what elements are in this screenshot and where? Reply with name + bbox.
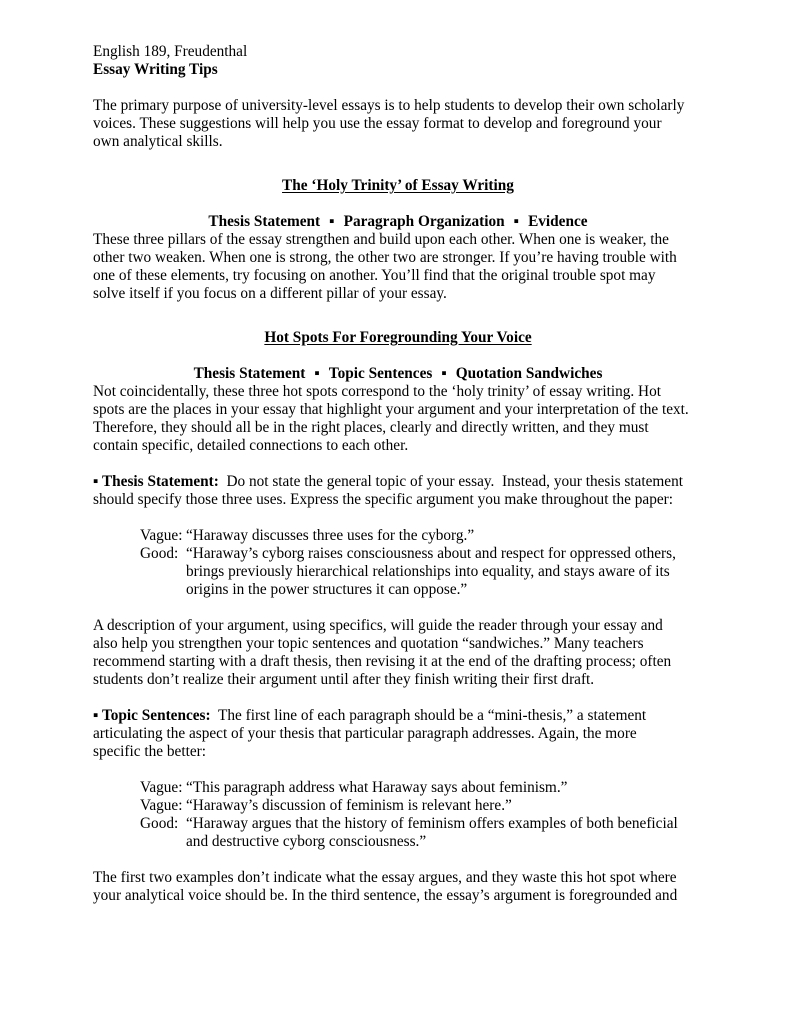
trinity-pillars (93, 213, 703, 231)
argument-line: recommend starting with a draft thesis, then revising it at the end of the drafting process; often (93, 653, 672, 670)
course-line: English 189, Freudenthal (93, 43, 248, 60)
example-label: Good: (140, 545, 179, 562)
hotspot-topic: Topic Sentences (328, 365, 433, 382)
example-text: brings previously hierarchical relationships into equality, and stays aware of its (186, 563, 670, 580)
intro-line: own analytical skills. (93, 133, 223, 150)
trinity-line: one of these elements, try focusing on another. You’ll find that the original trouble spot may (93, 267, 656, 284)
example-good (140, 545, 703, 563)
intro-line: The primary purpose of university-level essays is to help students to develop their own scholarly (93, 97, 685, 114)
topic-line: specific the better: (93, 743, 206, 760)
thesis-line: should specify those three uses. Express the specific argument you make throughout the paper: (93, 491, 673, 508)
example-text: origins in the power structures it can oppose.” (186, 581, 468, 598)
topic-label: ▪ Topic Sentences: (93, 707, 211, 724)
thesis-paragraph (93, 473, 703, 509)
example-text: “Haraway argues that the history of feminism offers examples of both beneficial (186, 815, 678, 832)
bullet-icon: ▪ (329, 213, 335, 230)
topic-paragraph (93, 707, 703, 761)
topic-line: ▪ Topic Sentences: The first line of each paragraph should be a “mini-thesis,” a statement (93, 707, 647, 724)
hotspot-thesis: Thesis Statement (193, 365, 306, 382)
hotspots-paragraph (93, 383, 703, 455)
example-text: “Haraway’s discussion of feminism is relevant here.” (186, 797, 512, 814)
hotspots-line: spots are the places in your essay that highlight your argument and your interpretation of the text. (93, 401, 689, 418)
closing-paragraph (93, 869, 703, 905)
bullet-icon: ▪ (441, 365, 447, 382)
example-vague (140, 779, 703, 797)
example-vague (140, 797, 703, 815)
trinity-heading: The ‘Holy Trinity’ of Essay Writing (282, 177, 514, 194)
closing-line: The first two examples don’t indicate what the essay argues, and they waste this hot spot where (93, 869, 677, 886)
example-text: “Haraway discusses three uses for the cyborg.” (186, 527, 475, 544)
document-title: Essay Writing Tips (93, 61, 218, 78)
example-label: Good: (140, 815, 179, 832)
pillar-evidence: Evidence (528, 213, 588, 230)
document-page (93, 43, 703, 905)
thesis-label: ▪ Thesis Statement: (93, 473, 219, 490)
bullet-icon: ▪ (513, 213, 520, 230)
argument-line: students don’t realize their argument until after they finish writing their first draft. (93, 671, 595, 688)
thesis-line: ▪ Thesis Statement: Do not state the general topic of your essay. Instead, your thesis statement (93, 473, 683, 490)
argument-line: also help you strengthen your topic sentences and quotation “sandwiches.” Many teachers (93, 635, 644, 652)
example-vague (140, 527, 703, 545)
thesis-examples (93, 527, 703, 599)
hotspots-line: Not coincidentally, these three hot spots correspond to the ‘holy trinity’ of essay writing. Hot (93, 383, 661, 400)
trinity-line: These three pillars of the essay strengthen and build upon each other. When one is weaker, the (93, 231, 669, 248)
argument-paragraph (93, 617, 703, 689)
example-label: Vague: (140, 797, 183, 814)
topic-examples (93, 779, 703, 851)
example-label: Vague: (140, 779, 183, 796)
hotspots-items (93, 365, 703, 383)
topic-line: articulating the aspect of your thesis that particular paragraph addresses. Again, the more (93, 725, 637, 742)
trinity-line: solve itself if you focus on a different pillar of your essay. (93, 285, 447, 302)
intro-paragraph (93, 97, 703, 151)
example-text: “Haraway’s cyborg raises consciousness about and respect for oppressed others, (186, 545, 676, 562)
example-label: Vague: (140, 527, 183, 544)
closing-line: your analytical voice should be. In the third sentence, the essay’s argument is foregrounded and (93, 887, 678, 904)
example-text: and destructive cyborg consciousness.” (186, 833, 427, 850)
trinity-paragraph (93, 231, 703, 303)
hotspots-heading: Hot Spots For Foregrounding Your Voice (264, 329, 532, 346)
pillar-thesis: Thesis Statement (208, 213, 321, 230)
argument-line: A description of your argument, using specifics, will guide the reader through your essay and (93, 617, 663, 634)
bullet-icon: ▪ (314, 365, 320, 382)
intro-line: voices. These suggestions will help you use the essay format to develop and foreground your (93, 115, 662, 132)
trinity-line: other two weaken. When one is strong, the other two are stronger. If you’re having trouble with (93, 249, 677, 266)
hotspots-line: Therefore, they should all be in the right places, clearly and directly written, and they must (93, 419, 649, 436)
pillar-paragraph: Paragraph Organization (343, 213, 505, 230)
example-text: “This paragraph address what Haraway says about feminism.” (186, 779, 568, 796)
example-good (140, 815, 703, 833)
hotspot-quotation: Quotation Sandwiches (455, 365, 603, 382)
hotspots-line: contain specific, detailed connections to each other. (93, 437, 409, 454)
